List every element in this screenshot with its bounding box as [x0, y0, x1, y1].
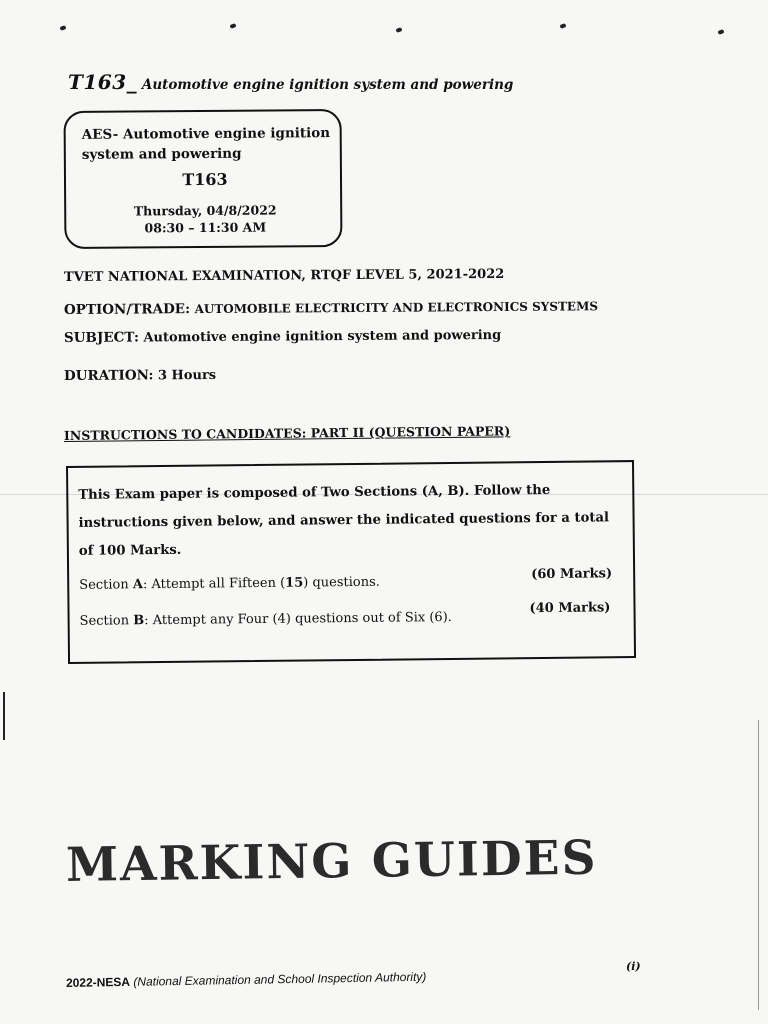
subject-value: Automotive engine ignition system and powering [143, 327, 502, 346]
option-trade [64, 298, 598, 318]
scan-margin-mark [3, 692, 5, 740]
section-text-end: ) questions. [303, 574, 380, 591]
exam-title: TVET NATIONAL EXAMINATION, RTQF LEVEL 5, 2021-2022 [63, 266, 505, 285]
subject [64, 327, 501, 346]
marking-guides-title: MARKING GUIDES [65, 830, 598, 893]
section-prefix: Section [79, 613, 134, 629]
duration-value: 3 Hours [157, 367, 217, 384]
page-header [68, 70, 513, 94]
section-a-line [79, 575, 380, 593]
footer-authority: (National Examination and School Inspection Authority) [129, 969, 427, 989]
option-key: OPTION/TRADE: [63, 301, 191, 318]
box-datetime [66, 201, 344, 237]
section-b-marks: (40 Marks) [529, 600, 611, 617]
scan-dot [59, 25, 66, 31]
section-prefix: Section [79, 577, 133, 593]
duration-key: DURATION: [63, 367, 154, 384]
scan-dot [395, 27, 402, 33]
section-text: : Attempt all Fifteen ( [142, 575, 286, 593]
scan-dot [559, 23, 566, 29]
box-time: 08:30 – 11:30 AM [144, 219, 267, 236]
duration [64, 367, 216, 384]
scan-dot [229, 23, 236, 29]
section-b-line [80, 610, 452, 629]
header-title: Automotive engine ignition system and powering [141, 77, 514, 93]
box-title: AES- Automotive engine ignition system and powering [81, 125, 331, 163]
section-letter: A [132, 577, 144, 593]
scan-edge-line [758, 720, 759, 1010]
section-count: 15 [285, 575, 304, 591]
subject-key: SUBJECT: [63, 329, 139, 346]
instructions-intro: This Exam paper is composed of Two Sections (A, B). Follow the instructions given below, and answer the indicated questions for a total of 100 Marks. [78, 482, 610, 559]
scan-dot [717, 29, 724, 35]
exam-info-box [64, 109, 343, 249]
section-text: : Attempt any Four (4) questions out of Six (6). [144, 609, 452, 629]
instructions-box [66, 460, 636, 664]
box-date: Thursday, 04/8/2022 [133, 202, 277, 219]
section-letter: B [133, 613, 145, 629]
page-number: (i) [626, 960, 641, 973]
footer-year: 2022-NESA [65, 974, 131, 990]
page-footer [66, 970, 427, 990]
box-code: T163 [182, 169, 228, 190]
header-code: T163_ [68, 70, 138, 94]
option-value: AUTOMOBILE ELECTRICITY AND ELECTRONICS SYSTEMS [194, 299, 599, 317]
section-a-marks: (60 Marks) [531, 566, 613, 583]
instructions-heading: INSTRUCTIONS TO CANDIDATES: PART II (QUESTION PAPER) [63, 423, 511, 443]
